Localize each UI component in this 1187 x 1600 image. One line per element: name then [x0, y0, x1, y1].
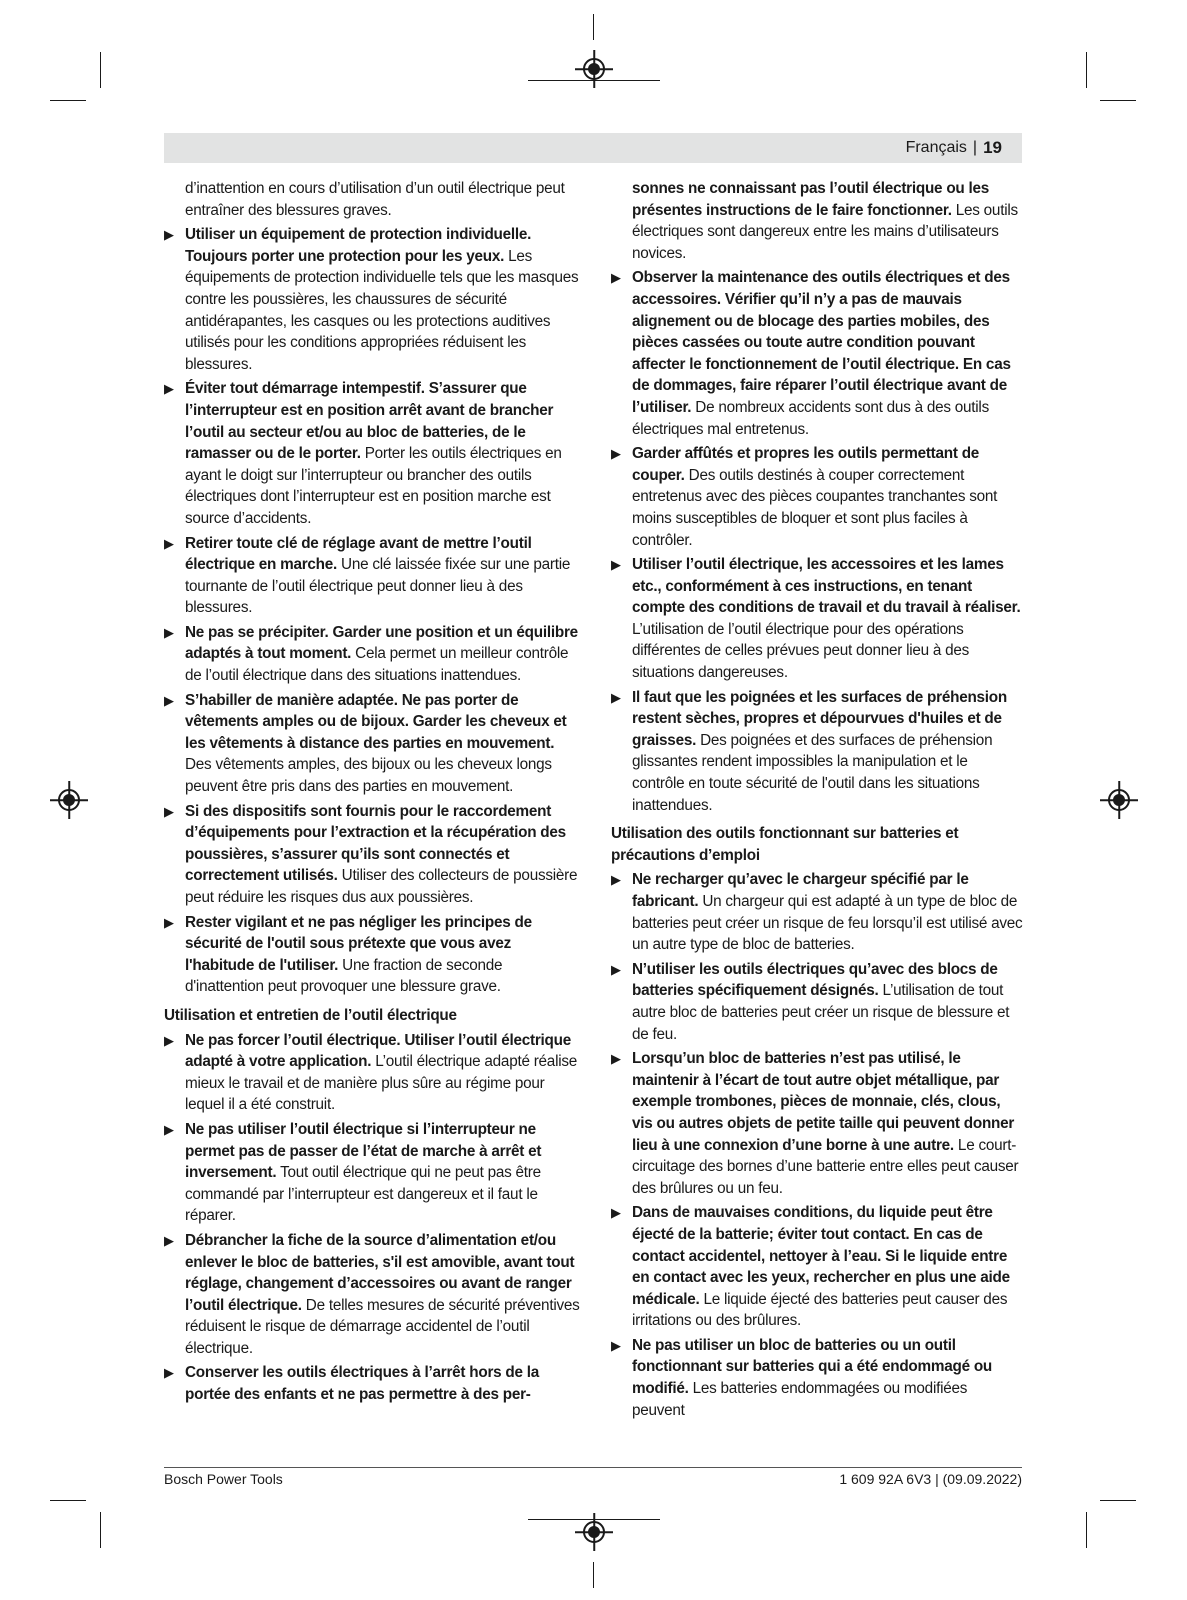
continuation-paragraph: [611, 178, 1023, 264]
bullet-triangle-icon: ▶: [164, 692, 174, 708]
bullet-item: [164, 1362, 581, 1405]
bullet-item: [164, 1119, 581, 1227]
explanation-text: Porter les outils électriques en ayant le doigt sur l’interrupteur ou brancher des outils électriques dont l’interrupteur est en position marche est source d’accidents.: [185, 445, 562, 527]
bold-instruction: Si des dispositifs sont fournis pour le raccordement d’équipements pour l’extraction et la récupération des poussières, s’assurer qu’ils sont connectés et correctement utilisés.: [185, 802, 566, 885]
explanation-text: Des vêtements amples, des bijoux ou les cheveux longs peuvent être pris dans des parties en mouvement.: [185, 756, 552, 796]
bullet-item: [611, 959, 1023, 1045]
bullet-item: [611, 687, 1023, 817]
bold-instruction: Rester vigilant et ne pas négliger les principes de sécurité de l'outil sous prétexte que vous avez l'habitude de l'utiliser.: [185, 913, 532, 974]
explanation-text: Des poignées et des surfaces de préhension glissantes rendent impossibles la manipulation et le contrôle en toute sécurité de l'outil dans les situations inattendues.: [632, 731, 993, 814]
bullet-triangle-icon: ▶: [611, 961, 621, 977]
bullet-triangle-icon: ▶: [164, 914, 174, 930]
explanation-text: Tout outil électrique qui ne peut pas être commandé par l’interrupteur est dangereux et il faut le réparer.: [185, 1164, 541, 1225]
explanation-text: d’inattention en cours d’utilisation d’un outil électrique peut entraîner des blessures graves.: [185, 180, 565, 219]
registration-mark-icon: [58, 789, 80, 811]
explanation-text: Les batteries endommagées ou modifiées peuvent: [632, 1380, 968, 1419]
bullet-item: [164, 1030, 581, 1116]
bullet-item: [611, 267, 1023, 440]
right-column: [611, 178, 1023, 1424]
crop-mark: [593, 1562, 594, 1588]
bullet-item: [164, 622, 581, 687]
explanation-text: L’outil électrique adapté réalise mieux le travail et de manière plus sûre au régime pour lequel il a été construit.: [185, 1053, 578, 1114]
explanation-text: Une fraction de seconde d'inattention peut provoquer une blessure grave.: [185, 956, 503, 996]
explanation-text: Utiliser des collecteurs de poussière peut réduire les risques dus aux poussières.: [185, 867, 578, 906]
bullet-item: [611, 1335, 1023, 1421]
continuation-paragraph: [164, 178, 581, 221]
bold-instruction: Éviter tout démarrage intempestif. S’assurer que l’interrupteur est en position arrêt avant de brancher l’outil au secteur et/ou au bloc de batteries, de le ramasser ou de le porter.: [185, 380, 554, 463]
crop-mark: [100, 1512, 101, 1548]
bold-instruction: Débrancher la fiche de la source d’alimentation et/ou enlever le bloc de batteries, s'il est amovible, avant tout réglage, changement d’accessoires ou avant de ranger l’outil électrique.: [185, 1231, 575, 1314]
crop-mark: [593, 14, 594, 40]
registration-mark-icon: [1108, 789, 1130, 811]
section-heading: Utilisation des outils fonctionnant sur batteries et précautions d’emploi: [611, 825, 959, 864]
bullet-triangle-icon: ▶: [164, 1032, 174, 1048]
explanation-text: L’utilisation de tout autre bloc de batteries peut créer un risque de blessure et de feu.: [632, 982, 1010, 1043]
bold-instruction: Observer la maintenance des outils électriques et des accessoires. Vérifier qu’il n’y a pas de mauvais alignement ou de blocage des parties mobiles, des pièces cassées ou toute autre condition pouvant affecter le fonctionnement de l’outil électrique. En cas de dommages, faire réparer l’outil électrique avant de l’utiliser.: [632, 269, 1011, 416]
crop-mark: [100, 52, 101, 88]
bullet-item: [164, 801, 581, 909]
bullet-item: [164, 690, 581, 798]
bold-instruction: N’utiliser les outils électriques qu’avec des blocs de batteries spécifiquement désignés.: [632, 960, 998, 1000]
bold-instruction: Utiliser un équipement de protection individuelle. Toujours porter une protection pour les yeux.: [185, 226, 532, 265]
bullet-item: [164, 1230, 581, 1360]
page-header: [164, 133, 1022, 163]
header-language: Français: [905, 139, 967, 156]
bold-instruction: Utiliser l’outil électrique, les accessoires et les lames etc., conformément à ces instructions, en tenant compte des conditions de travail et du travail à réaliser.: [632, 556, 1021, 617]
bold-instruction: Dans de mauvaises conditions, du liquide peut être éjecté de la batterie; éviter tout contact. En cas de contact accidentel, nettoyer à l’eau. Si le liquide entre en contact avec les yeux, rechercher en plus une aide médicale.: [632, 1204, 1010, 1308]
bullet-triangle-icon: ▶: [164, 803, 174, 819]
section-heading: Utilisation et entretien de l’outil électrique: [164, 1006, 457, 1024]
explanation-text: Un chargeur qui est adapté à un type de bloc de batteries peut créer un risque de feu lorsqu’il est utilisé avec un autre type de bloc de batteries.: [632, 893, 1023, 954]
bold-instruction: Ne pas forcer l’outil électrique. Utiliser l’outil électrique adapté à votre application.: [185, 1031, 571, 1071]
header-separator: |: [972, 139, 978, 156]
crop-mark: [1100, 100, 1136, 101]
bullet-triangle-icon: ▶: [611, 1205, 621, 1221]
explanation-text: De nombreux accidents sont dus à des outils électriques mal entretenus.: [632, 398, 989, 438]
explanation-text: Le liquide éjecté des batteries peut causer des irritations ou des brûlures.: [632, 1290, 1008, 1330]
explanation-text: Cela permet un meilleur contrôle de l’outil électrique dans des situations inattendues.: [185, 645, 569, 685]
bold-instruction: sonnes ne connaissant pas l’outil électrique ou les présentes instructions de le faire fonctionner.: [632, 180, 990, 219]
bullet-triangle-icon: ▶: [611, 446, 621, 462]
bold-instruction: S’habiller de manière adaptée. Ne pas porter de vêtements amples ou de bijoux. Garder les cheveux et les vêtements à distance des parties en mouvement.: [185, 691, 567, 752]
crop-mark: [1100, 1500, 1136, 1501]
explanation-text: L’utilisation de l’outil électrique pour des opérations différentes de celles prévues peut donner lieu à des situations dangereuses.: [632, 620, 970, 682]
bold-instruction: Conserver les outils électriques à l’arrêt hors de la portée des enfants et ne pas permettre à des per-: [185, 1364, 540, 1404]
explanation-text: Les outils électriques sont dangereux entre les mains d’utilisateurs novices.: [632, 201, 1018, 262]
page-number: 19: [983, 138, 1002, 157]
left-column: [164, 178, 581, 1409]
bullet-item: [611, 869, 1023, 955]
bullet-triangle-icon: ▶: [611, 1051, 621, 1067]
footer-doc-number: 1 609 92A 6V3 | (09.09.2022): [839, 1471, 1022, 1487]
bullet-triangle-icon: ▶: [164, 381, 174, 397]
explanation-text: Le court-circuitage des bornes d’une batterie entre elles peut causer des brûlures ou un feu.: [632, 1136, 1019, 1197]
bullet-triangle-icon: ▶: [164, 535, 174, 551]
bullet-item: [611, 554, 1023, 684]
registration-mark-icon: [583, 1521, 605, 1543]
crop-mark: [50, 1500, 86, 1501]
bullet-triangle-icon: ▶: [164, 1232, 174, 1248]
bold-instruction: Lorsqu’un bloc de batteries n’est pas utilisé, le maintenir à l’écart de tout autre objet métallique, par exemple trombones, pièces de monnaie, clés, clous, vis ou autres objets de petite taille qui peuvent donner lieu à une connexion d’une borne à une autre.: [632, 1050, 1015, 1154]
crop-mark: [1086, 52, 1087, 88]
bullet-item: [611, 1202, 1023, 1332]
bullet-triangle-icon: ▶: [611, 689, 621, 705]
bold-instruction: Ne pas utiliser un bloc de batteries ou un outil fonctionnant sur batteries qui a été endommagé ou modifié.: [632, 1336, 993, 1398]
bold-instruction: Ne pas utiliser l’outil électrique si l’interrupteur ne permet pas de passer de l’état de marche à arrêt et inversement.: [185, 1120, 542, 1182]
bullet-triangle-icon: ▶: [164, 1121, 174, 1137]
bullet-triangle-icon: ▶: [164, 1365, 174, 1381]
bullet-item: [164, 378, 581, 529]
crop-mark: [50, 100, 86, 101]
footer-publisher: Bosch Power Tools: [164, 1471, 283, 1487]
explanation-text: Une clé laissée fixée sur une partie tournante de l’outil électrique peut donner lieu à des blessures.: [185, 556, 571, 617]
bold-instruction: Il faut que les poignées et les surfaces de préhension restent sèches, propres et dépourvues d'huiles et de graisses.: [632, 688, 1007, 749]
footer-rule: [164, 1467, 1022, 1468]
explanation-text: Les équipements de protection individuelle tels que les masques contre les poussières, les chaussures de sécurité antidérapantes, les casques ou les protections auditives utilisés pour les conditions appropriées réduisent les blessures.: [185, 247, 579, 373]
bullet-item: [164, 224, 581, 375]
explanation-text: Des outils destinés à couper correctement entretenus avec des pièces coupantes tranchantes sont moins susceptibles de bloquer et sont plus faciles à contrôler.: [632, 466, 998, 549]
registration-mark-icon: [583, 58, 605, 80]
bold-instruction: Ne recharger qu’avec le chargeur spécifié par le fabricant.: [632, 871, 969, 910]
bullet-item: [611, 1048, 1023, 1199]
bold-instruction: Ne pas se précipiter. Garder une position et un équilibre adaptés à tout moment.: [185, 623, 578, 663]
bullet-triangle-icon: ▶: [611, 1337, 621, 1353]
bullet-triangle-icon: ▶: [611, 557, 621, 573]
bullet-triangle-icon: ▶: [611, 872, 621, 888]
bold-instruction: Garder affûtés et propres les outils permettant de couper.: [632, 445, 980, 484]
crop-mark: [1086, 1512, 1087, 1548]
bullet-triangle-icon: ▶: [611, 270, 621, 286]
bullet-triangle-icon: ▶: [164, 227, 174, 243]
bullet-triangle-icon: ▶: [164, 624, 174, 640]
explanation-text: De telles mesures de sécurité préventives réduisent le risque de démarrage accidentel de l’outil électrique.: [185, 1296, 580, 1357]
bullet-item: [164, 533, 581, 619]
bullet-item: [611, 443, 1023, 551]
bullet-item: [164, 912, 581, 998]
bold-instruction: Retirer toute clé de réglage avant de mettre l’outil électrique en marche.: [185, 534, 532, 574]
